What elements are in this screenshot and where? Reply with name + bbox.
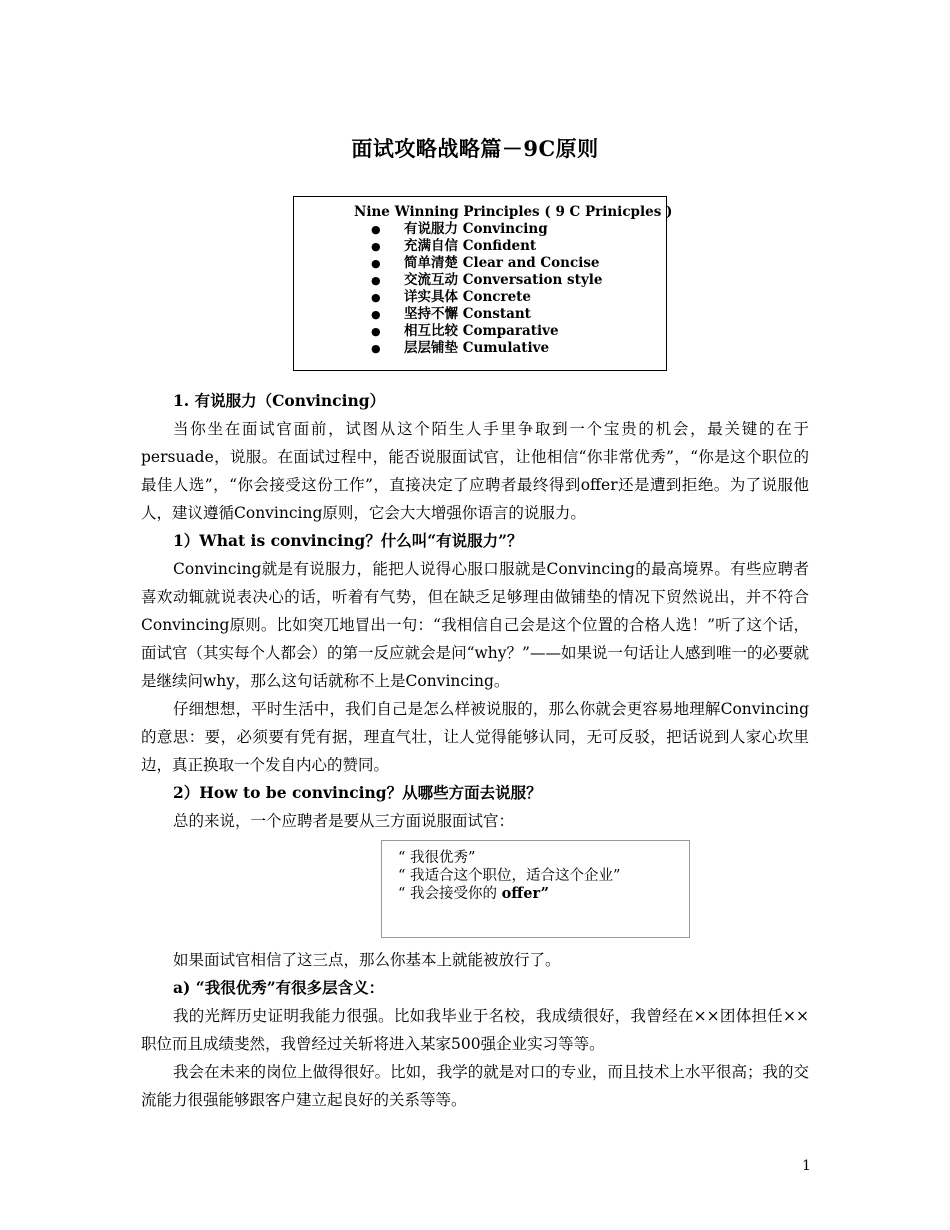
body-paragraph: 仔细想想，平时生活中，我们自己是怎么样被说服的，那么你就会更容易地理解Convincing的意思：要，必须要有凭有据，理直气壮，让人觉得能够认同，无可反驳，把话说到人家心坎里边，真正换取一个发自内心的赞同。	[141, 700, 809, 774]
bullet-icon: ●	[371, 257, 381, 270]
bullet-icon: ●	[371, 291, 381, 304]
section-heading: 1. 有说服力（Convincing）	[173, 391, 386, 410]
bullet-icon: ●	[371, 223, 381, 236]
body-paragraph: 当你坐在面试官面前，试图从这个陌生人手里争取到一个宝贵的机会，最关键的在于persuade，说服。在面试过程中，能否说服面试官，让他相信“你非常优秀”，“你是这个职位的最佳人选”，“你会接受这份工作”，直接决定了应聘者最终得到offer还是遭到拒绝。为了说服他人，建议遵循Convincing原则，它会大大增强你语言的说服力。	[141, 420, 809, 522]
body-paragraph: Convincing就是有说服力，能把人说得心服口服就是Convincing的最高境界。有些应聘者喜欢动辄就说表决心的话，听着有气势，但在缺乏足够理由做铺垫的情况下贸然说出，并不符合Convincing原则。比如突兀地冒出一句：“我相信自己会是这个位置的合格人选！”听了这个话，面试官（其实每个人都会）的第一反应就会是问“why？”——如果说一句话让人感到唯一的必要就是继续问why，那么这句话就称不上是Convincing。	[141, 560, 809, 690]
quote-line: “ 我适合这个职位，适合这个企业”	[398, 868, 621, 884]
bullet-icon: ●	[371, 308, 381, 321]
principles-box: Nine Winning Principles ( 9 C Prinicples ) ● 有说服力 Convincing ● 充满自信 Confident ● 简单清楚 Clear and Concise ● 交流互动 Conversation style ● 详实具体 Concrete ● 坚持不懈 Constant ● 相互比较 Comparative ● 层层铺垫 Cumulative	[293, 196, 667, 371]
page-number: 1	[802, 1158, 811, 1174]
body-paragraph: 我的光辉历史证明我能力很强。比如我毕业于名校，我成绩很好，我曾经在××团体担任××职位而且成绩斐然，我曾经过关斩将进入某家500强企业实习等等。	[141, 1007, 809, 1053]
quote-box	[381, 840, 690, 938]
quote-line: “ 我会接受你的 offer”	[398, 885, 549, 902]
bullet-icon: ●	[371, 240, 381, 253]
bullet-icon: ●	[371, 325, 381, 338]
bullet-icon: ●	[371, 342, 381, 355]
body-paragraph: 总的来说，一个应聘者是要从三方面说服面试官：	[173, 812, 515, 830]
subsection-heading: 2）How to be convincing？从哪些方面去说服？	[173, 783, 542, 802]
body-paragraph: 我会在未来的岗位上做得很好。比如，我学的就是对口的专业，而且技术上水平很高；我的交流能力很强能够跟客户建立起良好的关系等等。	[141, 1063, 809, 1109]
principles-box-header: Nine Winning Principles ( 9 C Prinicples )	[354, 204, 673, 220]
bullet-icon: ●	[371, 274, 381, 287]
page-title: 面试攻略战略篇－9C原则	[351, 136, 599, 161]
subsection-heading: 1）What is convincing？什么叫“有说服力”？	[173, 531, 523, 550]
quote-line: “ 我很优秀”	[398, 850, 476, 866]
subsection-heading: a) “我很优秀”有很多层含义：	[173, 978, 385, 997]
body-paragraph: 如果面试官相信了这三点，那么你基本上就能被放行了。	[173, 951, 561, 969]
